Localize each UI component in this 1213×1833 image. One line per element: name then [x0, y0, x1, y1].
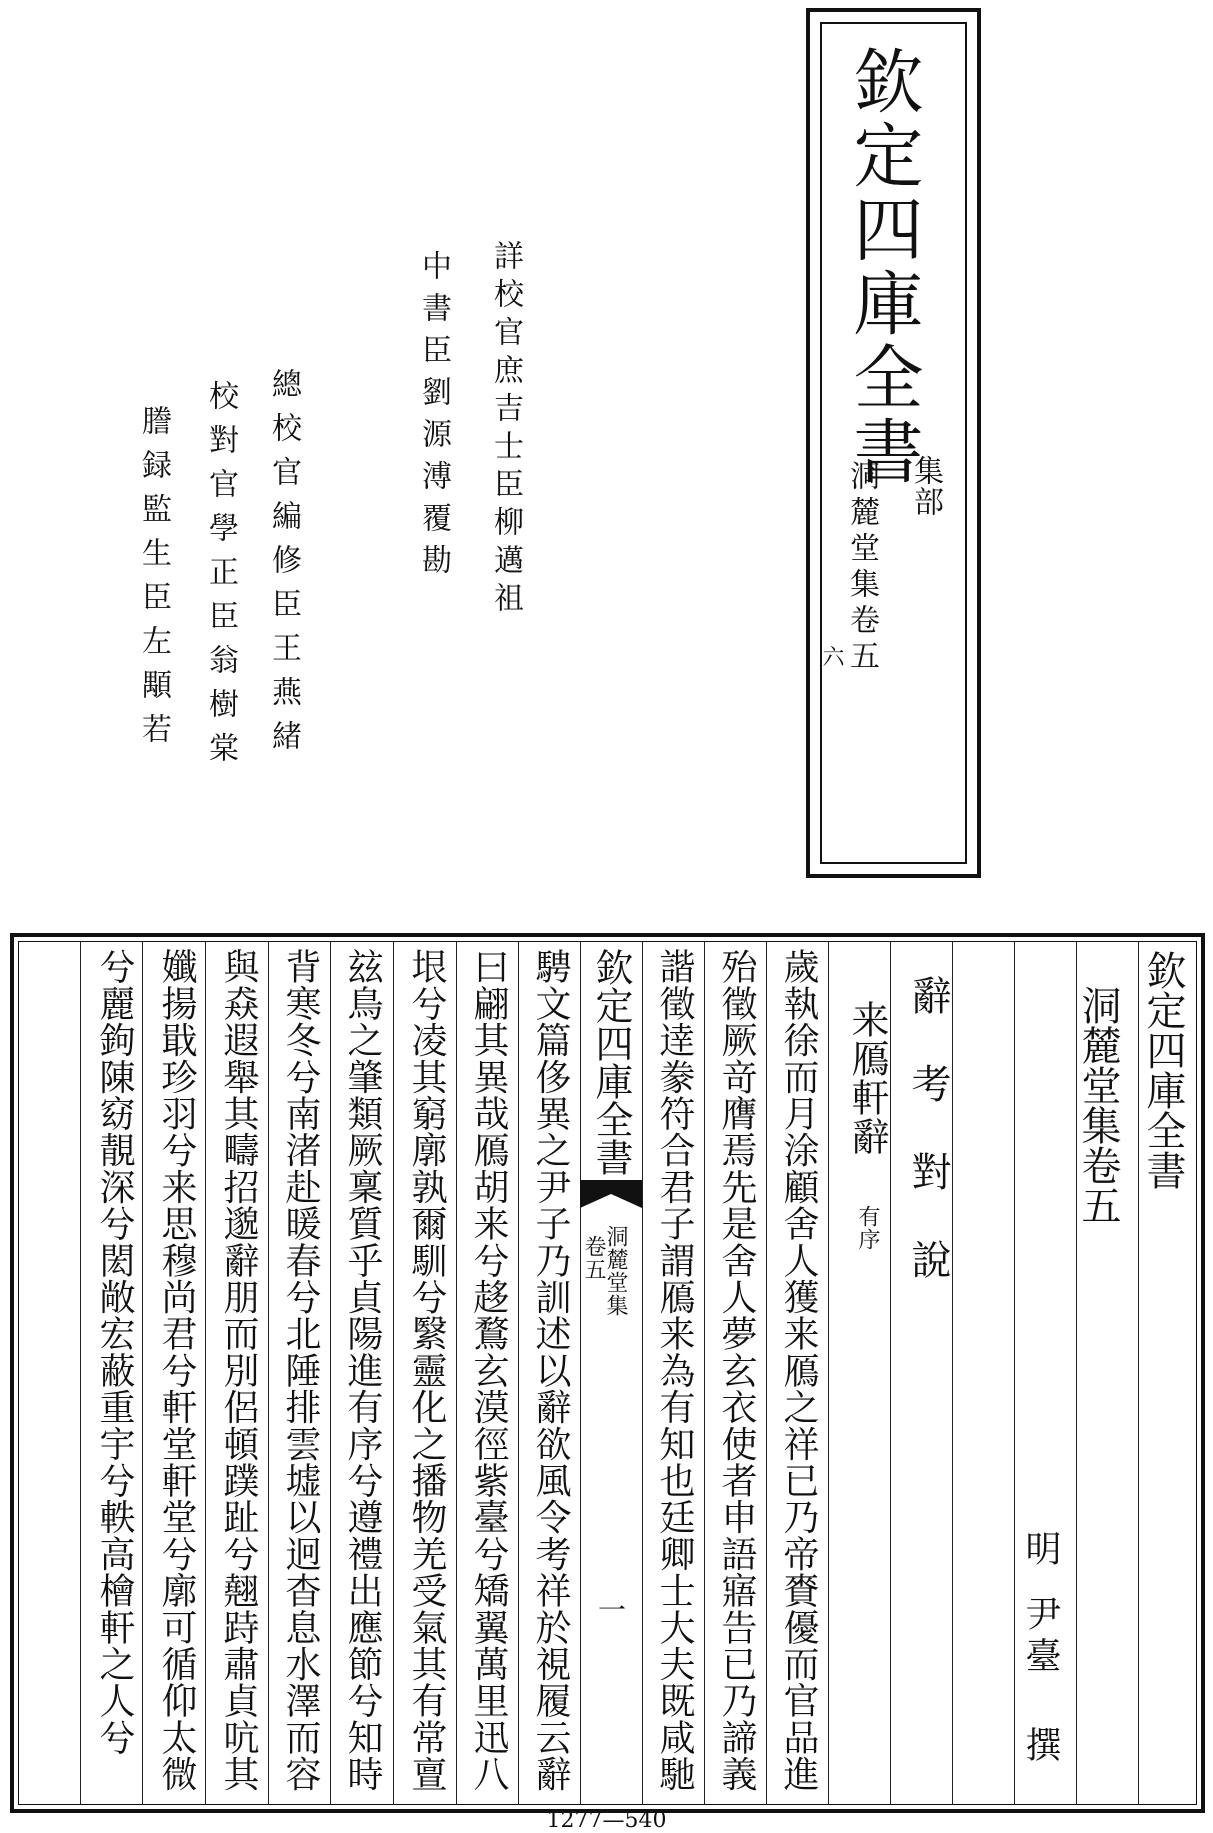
text-column-5: 曰翩其異哉鴈胡来兮趍鶩玄漠徑紫臺兮矯翼萬里迅八: [468, 948, 509, 1793]
page-number: 1277—540: [546, 1808, 667, 1833]
column-rule: [80, 941, 81, 1805]
column-rule: [456, 941, 457, 1805]
cover-section: 集部: [908, 455, 943, 517]
official-chief-proofreader: 總校官編修臣王燕緒: [266, 368, 301, 764]
column-rule: [642, 941, 643, 1805]
column-rule: [704, 941, 705, 1805]
official-detailed-proofreader: 詳校官庶吉士臣柳邁祖: [488, 240, 523, 620]
cover-main-title: 欽定四庫全書: [842, 45, 924, 489]
fishtail-mark: [580, 1180, 642, 1220]
fishtail-juan: 卷五: [581, 1235, 606, 1281]
column-rule: [268, 941, 269, 1805]
column-rule: [330, 941, 331, 1805]
folio-number: 一: [594, 1595, 627, 1624]
fishtail-book: 洞麓堂集: [603, 1225, 628, 1317]
page-dynasty: 明: [1020, 1530, 1061, 1567]
page-header-title: 欽定四庫全書: [1140, 950, 1186, 1190]
piece-note: 有序: [855, 1205, 880, 1251]
genre-heading: 辭 考 對 說: [905, 975, 951, 1280]
text-column-4: 騁文篇侈異之尹子乃訓述以辭欲風令考祥於視履云辭: [530, 948, 571, 1793]
column-rule: [393, 941, 394, 1805]
page-volume-title: 洞麓堂集卷五: [1075, 985, 1121, 1225]
column-rule: [828, 941, 829, 1805]
column-rule: [205, 941, 206, 1805]
column-rule: [890, 941, 891, 1805]
cover-book-title: 洞麓堂集卷五: [844, 460, 879, 676]
official-copyist: 謄録監生臣左顒若: [136, 405, 171, 757]
official-secretary-recheck: 中書臣劉源溥覆勘: [416, 250, 451, 586]
piece-title: 来鴈軒辭: [845, 1000, 889, 1156]
column-rule: [952, 941, 953, 1805]
column-rule: [1014, 941, 1015, 1805]
column-rule: [142, 941, 143, 1805]
text-column-9: 與猋遐舉其疇招邈辭朋而別侶頓蹼趾兮翹跱肅貞吭其: [218, 948, 259, 1793]
column-rule: [518, 941, 519, 1805]
text-column-8: 背寒冬兮南渚赴暖春兮北陲排雲墟以迥杳息水澤而容: [280, 948, 321, 1793]
official-collation-officer: 校對官學正臣翁樹棠: [203, 380, 238, 776]
column-rule: [1138, 941, 1139, 1805]
text-column-10: 孅揚戢珍羽兮来思穆尚君兮軒堂軒堂兮廓可循仰太微: [156, 948, 197, 1793]
page-author: 尹臺 撰: [1020, 1595, 1061, 1768]
text-column-6: 垠兮凌其窮廓孰爾馴兮繄靈化之播物羌受氣其有常亶: [406, 948, 447, 1793]
text-column-7: 玆鳥之肇類厥稟質乎貞陽進有序兮遵禮出應節兮知時: [342, 948, 383, 1793]
text-column-3: 諧徵逹豢符合君子謂鴈来為有知也廷卿士大夫既咸馳: [654, 948, 695, 1793]
fishtail-title: 欽定四庫全書: [589, 948, 633, 1176]
column-rule: [580, 941, 581, 1805]
column-rule: [766, 941, 767, 1805]
text-column-1: 歲執徐而月涂顧舍人獲来鴈之祥已乃帝賚優而官品進: [778, 948, 819, 1793]
text-column-11: 兮麗鉤陳窈靚深兮閎敞宏蔽重宇兮軼高檜軒之人兮: [94, 948, 135, 1756]
text-column-2: 殆徵厥竒膺焉先是舍人夢玄衣使者申語寤告已乃諦義: [716, 948, 757, 1793]
cover-sub-number: 六: [819, 645, 844, 668]
